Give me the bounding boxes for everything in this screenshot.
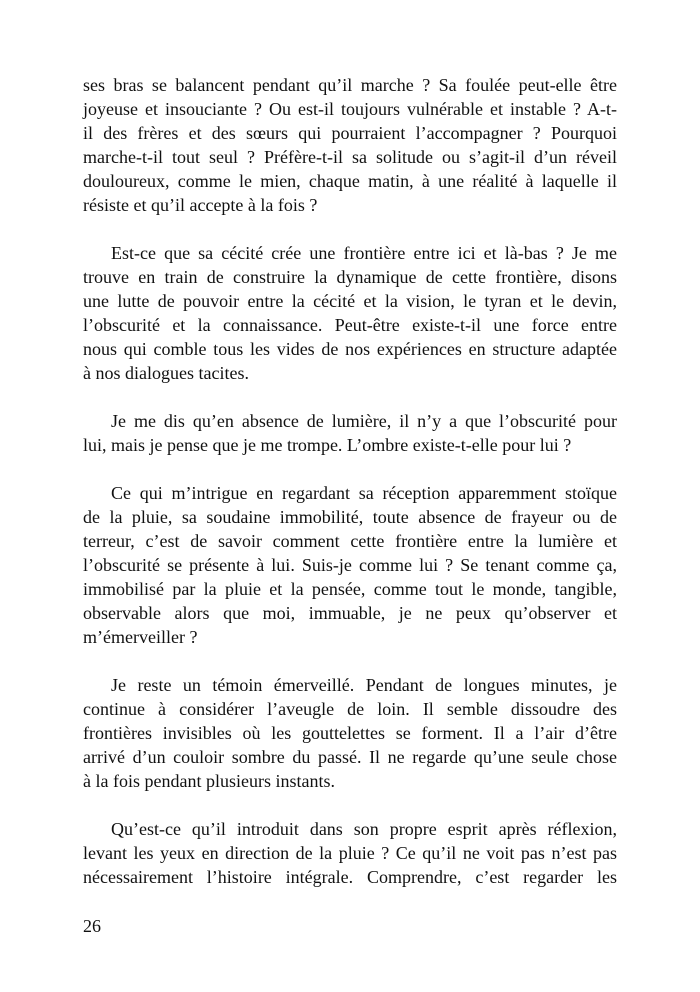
page-number: 26 bbox=[83, 916, 101, 936]
text-line: nécessairement l’histoire intégrale. Comprendre, c’est regarder les bbox=[83, 867, 617, 887]
text-line: résiste et qu’il accepte à la fois ? bbox=[83, 195, 318, 215]
text-line: Je me dis qu’en absence de lumière, il n’y a que l’obscurité pour bbox=[111, 411, 617, 431]
text-line: de la pluie, sa soudaine immobilité, toute absence de frayeur ou de bbox=[83, 507, 617, 527]
text-line: levant les yeux en direction de la pluie ? Ce qu’il ne voit pas n’est pas bbox=[83, 843, 617, 863]
text-line: nous qui comble tous les vides de nos expériences en structure adaptée bbox=[83, 339, 617, 359]
text-line: marche-t-il tout seul ? Préfère-t-il sa solitude ou s’agit-il d’un réveil bbox=[83, 147, 617, 167]
text-line: m’émerveiller ? bbox=[83, 627, 198, 647]
text-line: à la fois pendant plusieurs instants. bbox=[83, 771, 335, 791]
text-line: Je reste un témoin émerveillé. Pendant de longues minutes, je bbox=[111, 675, 617, 695]
text-line: trouve en train de construire la dynamique de cette frontière, disons bbox=[83, 267, 617, 287]
text-line: continue à considérer l’aveugle de loin. Il semble dissoudre des bbox=[83, 699, 617, 719]
paragraph bbox=[83, 817, 617, 889]
text-line: Qu’est-ce qu’il introduit dans son propre esprit après réflexion, bbox=[111, 819, 617, 839]
page-body bbox=[83, 73, 617, 889]
paragraph bbox=[83, 409, 617, 457]
text-line: joyeuse et insouciante ? Ou est-il toujours vulnérable et instable ? A-t- bbox=[83, 99, 617, 119]
paragraph bbox=[83, 481, 617, 649]
text-line: l’obscurité et la connaissance. Peut-être existe-t-il une force entre bbox=[83, 315, 617, 335]
paragraph bbox=[83, 73, 617, 217]
text-line: Est-ce que sa cécité crée une frontière entre ici et là-bas ? Je me bbox=[111, 243, 617, 263]
text-line: observable alors que moi, immuable, je ne peux qu’observer et bbox=[83, 603, 617, 623]
text-line: douloureux, comme le mien, chaque matin, à une réalité à laquelle il bbox=[83, 171, 617, 191]
text-line: arrivé d’un couloir sombre du passé. Il ne regarde qu’une seule chose bbox=[83, 747, 617, 767]
text-line: lui, mais je pense que je me trompe. L’ombre existe-t-elle pour lui ? bbox=[83, 435, 572, 455]
text-line: l’obscurité se présente à lui. Suis-je comme lui ? Se tenant comme ça, bbox=[83, 555, 617, 575]
text-line: ses bras se balancent pendant qu’il marche ? Sa foulée peut-elle être bbox=[83, 75, 617, 95]
text-line: une lutte de pouvoir entre la cécité et la vision, le tyran et le devin, bbox=[83, 291, 617, 311]
text-line: terreur, c’est de savoir comment cette frontière entre la lumière et bbox=[83, 531, 617, 551]
paragraph bbox=[83, 241, 617, 385]
text-line: frontières invisibles où les gouttelettes se forment. Il a l’air d’être bbox=[83, 723, 617, 743]
paragraph bbox=[83, 673, 617, 793]
text-line: immobilisé par la pluie et la pensée, comme tout le monde, tangible, bbox=[83, 579, 617, 599]
text-line: il des frères et des sœurs qui pourraient l’accompagner ? Pourquoi bbox=[83, 123, 617, 143]
text-line: à nos dialogues tacites. bbox=[83, 363, 249, 383]
text-line: Ce qui m’intrigue en regardant sa réception apparemment stoïque bbox=[111, 483, 617, 503]
